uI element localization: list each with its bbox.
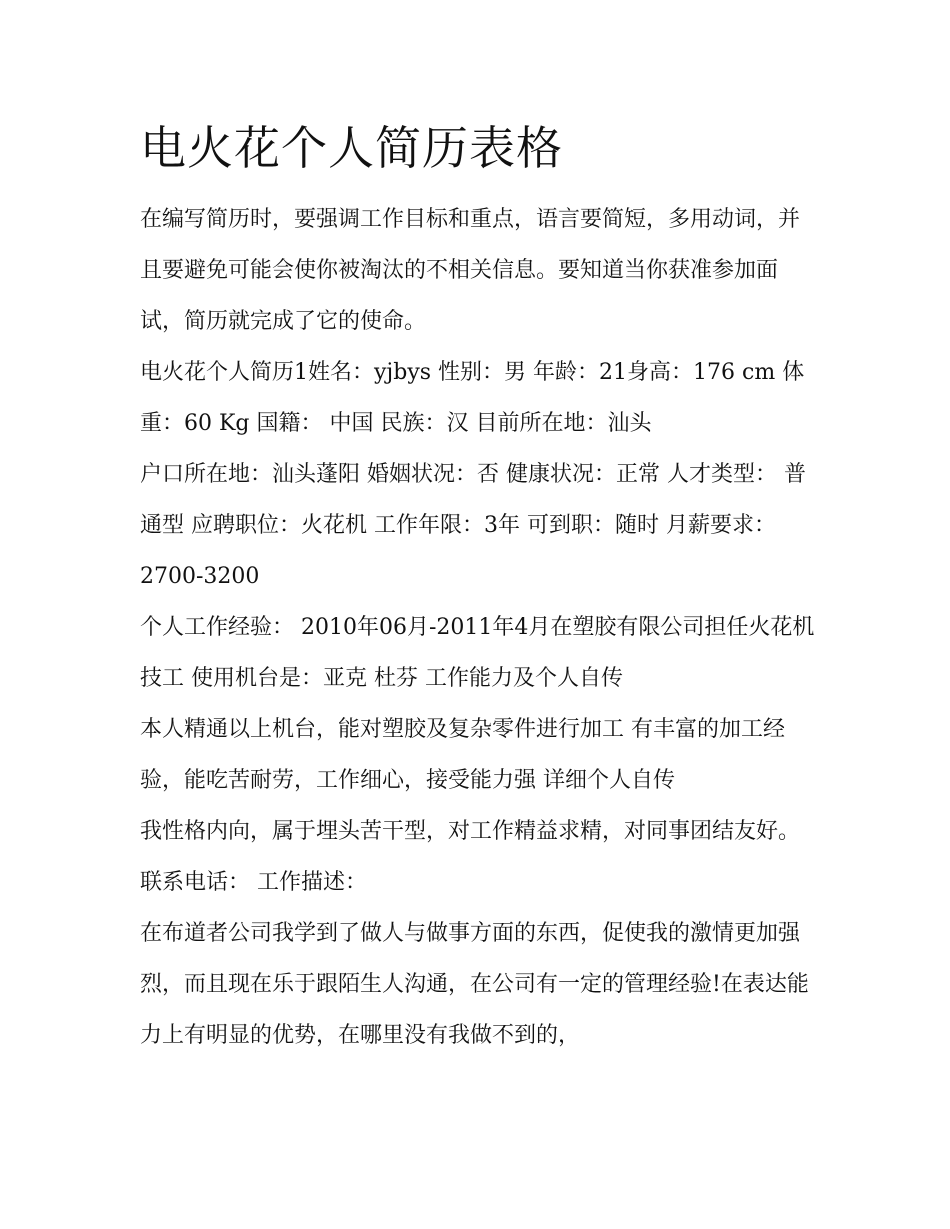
personality-paragraph: 我性格内向，属于埋头苦干型，对工作精益求精，对同事团结友好。 联系电话： 工作描述： [140,819,801,895]
job-description-paragraph: 在布道者公司我学到了做人与做事方面的东西，促使我的激情更加强烈，而且现在乐于跟陌生人沟通，在公司有一定的管理经验!在表达能力上有明显的优势，在哪里没有我做不到的， [140,921,809,1048]
work-experience-paragraph: 个人工作经验： 2010年06月-2011年4月在塑胶有限公司担任火花机技工 使用机台是：亚克 杜芬 工作能力及个人自传 [140,615,815,691]
skills-paragraph: 本人精通以上机台，能对塑胶及复杂零件进行加工 有丰富的加工经验，能吃苦耐劳，工作细心，接受能力强 详细个人自传 [140,717,785,793]
document-title: 电火花个人简历表格 [140,121,563,175]
intro-paragraph: 在编写简历时，要强调工作目标和重点，语言要简短，多用动词，并且要避免可能会使你被淘汰的不相关信息。要知道当你获准参加面试，简历就完成了它的使命。 [140,207,801,334]
personal-info-paragraph: 电火花个人简历1姓名：yjbys 性别：男 年龄：21身高：176 cm 体重：60 Kg 国籍： 中国 民族：汉 目前所在地：汕头 [140,360,805,436]
document-page [140,112,820,1061]
registration-info-paragraph: 户口所在地：汕头蓬阳 婚姻状况：否 健康状况：正常 人才类型： 普通型 应聘职位：火花机 工作年限：3年 可到职：随时 月薪要求：2700-3200 [140,462,806,589]
